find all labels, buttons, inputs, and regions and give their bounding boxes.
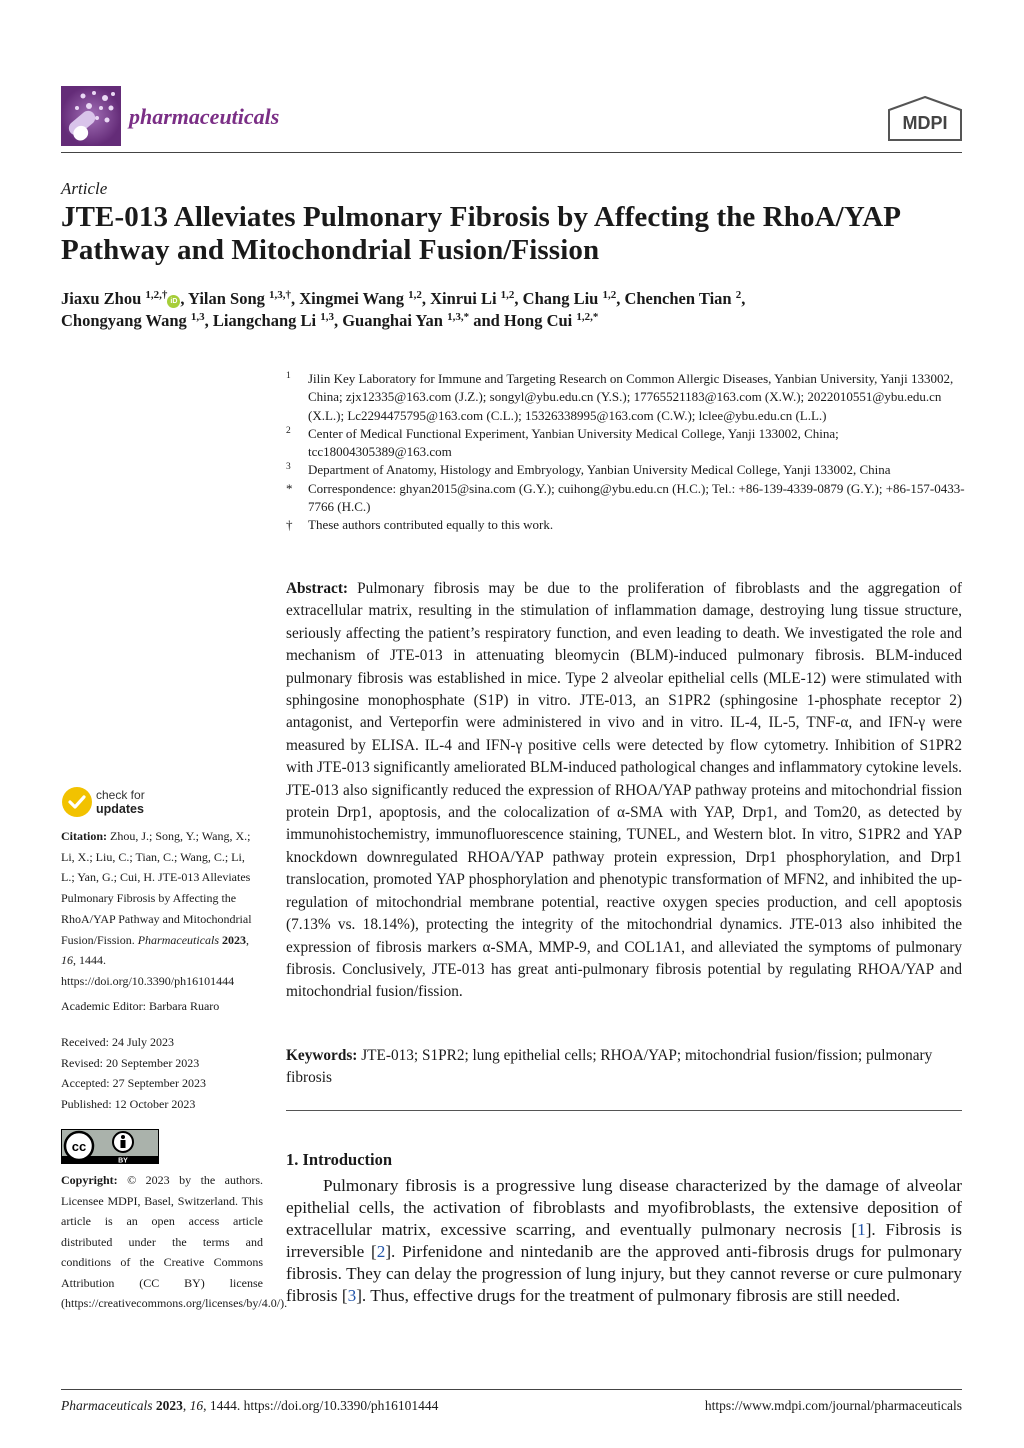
- affiliation-list: [286, 370, 966, 535]
- citation-journal: Pharmaceuticals: [137, 932, 220, 947]
- check-updates-line1: check for: [96, 788, 145, 802]
- author-affiliation-sup: 1,2: [602, 289, 617, 301]
- author-separator: ,: [741, 289, 746, 308]
- published-date: Published: 12 October 2023: [61, 1097, 196, 1112]
- mdpi-logo-text: MDPI: [902, 113, 948, 133]
- accepted-date: Accepted: 27 September 2023: [61, 1076, 206, 1091]
- author-name: , Xingmei Wang: [291, 289, 404, 308]
- equal-contribution-text: These authors contributed equally to this work.: [308, 517, 554, 533]
- author-name: , Liangchang Li: [204, 311, 317, 330]
- reference-link[interactable]: 2: [376, 1242, 386, 1261]
- affiliation-item: [286, 425, 966, 462]
- affiliation-text: Center of Medical Functional Experiment, Yanbian University Medical College, Yanji 133002, China; tcc18004305389@163.com: [308, 425, 839, 460]
- footer-journal-url[interactable]: https://www.mdpi.com/journal/pharmaceuticals: [704, 1398, 962, 1413]
- citation-volume: 16: [61, 953, 73, 968]
- affiliation-marker: 2: [286, 425, 291, 436]
- author-affiliation-sup: 1,3,†: [269, 289, 292, 301]
- journal-name: pharmaceuticals: [129, 104, 280, 129]
- received-date: Received: 24 July 2023: [61, 1035, 174, 1049]
- author-name: Chongyang Wang: [61, 311, 187, 330]
- author-affiliation-sup: 1,2: [408, 289, 422, 301]
- intro-text: ]. Pirfenidone and nintedanib are the approved anti-fibrosis drugs for pulmonary fibrosis. They can delay the progression of lung injury, but they cannot reverse or cure pulmonary fibrosis [: [286, 1242, 963, 1305]
- author-affiliation-sup: 1,3,*: [447, 311, 470, 323]
- check-updates-icon: [61, 786, 93, 818]
- publication-dates: [61, 1032, 261, 1115]
- citation-text: Zhou, J.; Song, Y.; Wang, X.; Li, X.; Liu, C.; Tian, C.; Wang, C.; Li, L.; Yan, G.; Cui, H. JTE-013 Alleviates Pulmonary Fibrosis by Affecting the RhoA/YAP Pathway and Mitochondrial Fusion/Fission.: [61, 829, 252, 947]
- citation-year: 2023: [222, 932, 247, 947]
- journal-logo-icon: [61, 86, 121, 146]
- footer-divider: [61, 1389, 962, 1390]
- keywords-label: Keywords:: [286, 1047, 358, 1064]
- reference-link[interactable]: 1: [857, 1220, 866, 1239]
- author-name: Jiaxu Zhou: [61, 289, 142, 308]
- affiliation-text: Jilin Key Laboratory for Immune and Targeting Research on Common Allergic Diseases, Yanbian University, Yanji 133002, China; zjx12335@163.com (J.Z.); songyl@ybu.edu.cn (Y.S.); 17765521183@163.com (X.W.); 2022010551@ybu.edu.cn (X.L.); Lc2294475795@163.com (C.L.); 15326338995@163.com (C.W.); lclee@ybu.edu.cn (L.L.): [308, 371, 954, 423]
- author-name: , Yilan Song: [180, 289, 265, 308]
- correspondence-item: [286, 480, 966, 517]
- affiliation-item: [286, 370, 966, 425]
- author-name: and Hong Cui: [469, 311, 573, 330]
- equal-contribution-note: [286, 516, 966, 534]
- intro-text: ]. Fibrosis is irreversible [: [286, 1220, 962, 1261]
- copyright-block: [61, 1170, 288, 1314]
- affiliation-marker: 3: [286, 462, 291, 473]
- footer-volume: 16: [189, 1398, 204, 1413]
- header-divider: [61, 152, 962, 153]
- author-affiliation-sup: 1,3: [320, 311, 334, 323]
- reference-link[interactable]: 3: [347, 1286, 357, 1305]
- author-list: [61, 288, 961, 332]
- author-name: , Chenchen Tian: [616, 289, 732, 308]
- article-type: Article: [61, 179, 108, 198]
- keywords-text: JTE-013; S1PR2; lung epithelial cells; RHOA/YAP; mitochondrial fusion/fission; pulmonary fibrosis: [286, 1047, 933, 1087]
- author-name: , Guanghai Yan: [333, 311, 443, 330]
- section-heading: 1. Introduction: [286, 1150, 393, 1169]
- mdpi-logo-icon: [887, 96, 963, 142]
- academic-editor: Academic Editor: Barbara Ruaro: [61, 999, 220, 1013]
- correspondence-marker: *: [286, 480, 293, 496]
- correspondence-text: Correspondence: ghyan2015@sina.com (G.Y.); cuihong@ybu.edu.cn (H.C.); Tel.: +86-139-4339-0879 (G.Y.); +86-157-0433-7766 (H.C.): [308, 480, 965, 515]
- check-for-updates-button[interactable]: [61, 786, 181, 822]
- orcid-icon[interactable]: iD: [167, 295, 180, 308]
- intro-text: Pulmonary fibrosis is a progressive lung disease characterized by the damage of alveolar epithelial cells, the activation of fibroblasts and myofibroblasts, the extensive deposition of extracellular matrix, excessive scarring, and eventually pulmonary necrosis [: [286, 1176, 962, 1239]
- citation-label: Citation:: [61, 829, 107, 843]
- affiliation-marker: 1: [286, 371, 291, 381]
- citation-doi[interactable]: , 1444. https://doi.org/10.3390/ph16101444: [61, 953, 235, 988]
- footer-journal: Pharmaceuticals: [61, 1398, 153, 1413]
- abstract-label: Abstract:: [286, 580, 349, 597]
- author-affiliation-sup: 1,2: [500, 289, 515, 301]
- article-title: JTE-013 Alleviates Pulmonary Fibrosis by Affecting the RhoA/YAP Pathway and Mitochondrial Fusion/Fission: [61, 201, 900, 266]
- intro-text: ]. Thus, effective drugs for the treatment of pulmonary fibrosis are still needed.: [356, 1286, 901, 1305]
- footer-citation: Pharmaceuticals 2023, 16, 1444. https://doi.org/10.3390/ph16101444: [61, 1398, 439, 1413]
- svg-text:cc: cc: [71, 1139, 87, 1154]
- abstract: [286, 578, 962, 1004]
- cc-by-license-icon[interactable]: [61, 1129, 159, 1164]
- revised-date: Revised: 20 September 2023: [61, 1055, 200, 1070]
- cc-by-label: BY: [118, 1157, 128, 1164]
- author-affiliation-sup: 1,2,*: [576, 311, 599, 323]
- author-name: , Chang Liu: [514, 289, 599, 308]
- author-affiliation-sup: 1,2,†: [145, 289, 168, 301]
- copyright-label: Copyright:: [61, 1173, 118, 1187]
- copyright-text: © 2023 by the authors. Licensee MDPI, Basel, Switzerland. This article is an open access article distributed under the terms and conditions of the Creative Commons Attribution (CC BY) license (https://creativecommons.org/licenses/by/4.0/).: [61, 1173, 288, 1310]
- footer-doi[interactable]: , 1444. https://doi.org/10.3390/ph16101444: [203, 1398, 439, 1413]
- keywords-divider: [286, 1110, 962, 1111]
- footer-year: 2023: [155, 1398, 183, 1413]
- author-affiliation-sup: 1,3: [190, 311, 205, 323]
- keywords: [286, 1045, 962, 1090]
- check-updates-line2: updates: [96, 802, 144, 816]
- introduction-paragraph: [286, 1175, 962, 1307]
- equal-contribution-marker: †: [286, 517, 293, 533]
- affiliation-item: [286, 461, 966, 479]
- author-affiliation-sup: 2: [735, 289, 742, 301]
- abstract-text: Pulmonary fibrosis may be due to the proliferation of fibroblasts and the aggregation of extracellular matrix, resulting in the stimulation of inflammation damage, destroying lung tissue structure, seriously affecting the patient’s respiratory function, and even leading to death. We investigated the role and mechanism of JTE-013 in attenuating bleomycin (BLM)-induced pulmonary fibrosis. BLM-induced pulmonary fibrosis was established in mice. Type 2 alveolar epithelial cells (MLE-12) were stimulated with sphingosine monophosphate (S1P) in vitro. JTE-013, an S1PR2 (sphingosine 1-phosphate receptor 2) antagonist, and Verteporfin were administered in vivo and in vitro. IL-4, IL-5, TNF-α, and IFN-γ were measured by ELISA. IL-4 and IFN-γ positive cells were detected by flow cytometry. Inhibition of S1PR2 with JTE-013 significantly ameliorated BLM-induced pathological changes and inflammatory cytokine levels. JTE-013 also significantly reduced the expression of RHOA/YAP pathway proteins and mitochondrial fission protein Drp1, apoptosis, and the colocalization of α-SMA with YAP, Drp1, and Tom20, as detected by immunohistochemistry, immunofluorescence staining, TUNEL, and Western blot. In vitro, S1PR2 and YAP knockdown downregulated RHOA/YAP pathway protein expression, Drp1 phosphorylation, and Drp1 translocation, promoted YAP phosphorylation and phenotypic transformation of MFN2, and inhibited the up-regulation of mitochondrial membrane potential, reactive oxygen species production, and cell apoptosis (7.13% vs. 18.14%), protecting the integrity of the mitochondrial dynamics. JTE-013 also inhibited the expression of fibrosis markers α-SMA, MMP-9, and COL1A1, and alleviated the symptoms of pulmonary fibrosis. Conclusively, JTE-013 has great anti-pulmonary fibrosis potential by regulating RHOA/YAP and mitochondrial fusion/fission.: [286, 580, 962, 1001]
- author-name: , Xinrui Li: [421, 289, 497, 308]
- citation-block: Citation: Zhou, J.; Song, Y.; Wang, X.; Li, X.; Liu, C.; Tian, C.; Wang, C.; Li, L.; Yan, G.; Cui, H. JTE-013 Alleviates Pulmonary Fibrosis by Affecting the RhoA/YAP Pathway and Mitochondrial Fusion/Fission. Pharmaceuticals 2023, 16, 1444. https://doi.org/10.3390/ph16101444: [61, 829, 252, 988]
- affiliation-text: Department of Anatomy, Histology and Embryology, Yanbian University Medical College, Yanji 133002, China: [308, 462, 891, 478]
